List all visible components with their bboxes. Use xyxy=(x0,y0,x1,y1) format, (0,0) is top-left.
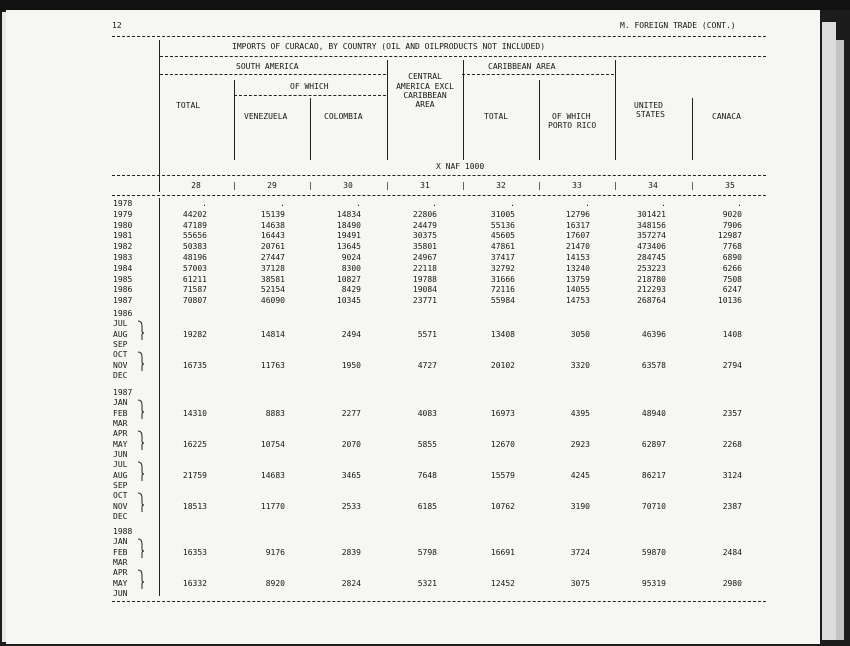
table-cell: 5855 xyxy=(417,439,437,449)
month-label: JUL xyxy=(113,460,128,470)
table-cell: 2494 xyxy=(341,329,361,339)
table-cell: 11770 xyxy=(260,501,285,511)
month-label: APR xyxy=(113,429,128,439)
table-cell: 46090 xyxy=(260,296,285,306)
table-cell: . xyxy=(661,199,666,208)
table-cell: 301421 xyxy=(637,209,666,219)
table-cell: 27447 xyxy=(260,253,285,262)
table-cell: 2357 xyxy=(722,408,742,418)
table-cell: 7906 xyxy=(722,220,742,230)
table-cell: 71587 xyxy=(182,285,207,295)
table-cell: 14638 xyxy=(260,220,285,230)
table-cell: 50383 xyxy=(182,242,207,252)
venezuela-header: VENEZUELA xyxy=(244,112,288,121)
unit-rule xyxy=(112,175,766,176)
table-cell: 20102 xyxy=(490,360,515,370)
table-cell: 21759 xyxy=(182,470,207,480)
table-cell: 2533 xyxy=(341,501,361,511)
table-cell: 268764 xyxy=(637,296,666,306)
block-year-label: 1987 xyxy=(113,388,133,397)
table-cell: 2839 xyxy=(341,547,361,557)
month-label: MAY xyxy=(113,578,128,588)
table-cell: 1408 xyxy=(722,329,742,339)
table-cell: . xyxy=(280,199,285,208)
page-number: 12 xyxy=(112,21,122,30)
table-cell: 3124 xyxy=(722,470,742,480)
quarter-bracket xyxy=(137,461,144,481)
of-which-header: OF WHICH xyxy=(290,82,329,91)
table-cell: 11763 xyxy=(260,360,285,370)
table-cell: 5571 xyxy=(417,329,437,339)
table-cell: 2980 xyxy=(722,578,742,588)
table-cell: 9020 xyxy=(722,209,742,219)
table-cell: 10762 xyxy=(490,501,515,511)
table-cell: 44202 xyxy=(182,209,207,219)
table-cell: 31005 xyxy=(490,209,515,219)
central-america-l3: CARIBBEAN xyxy=(403,91,447,100)
row-year-label: 1985 xyxy=(113,274,133,284)
table-cell: 284745 xyxy=(637,253,666,262)
table-cell: 70710 xyxy=(641,501,666,511)
quarter-bracket xyxy=(137,320,144,340)
caribbean-rule xyxy=(462,74,614,75)
table-cell: 17607 xyxy=(565,231,590,241)
table-cell: 16443 xyxy=(260,231,285,241)
quarter-bracket xyxy=(137,538,144,558)
row-year-label: 1982 xyxy=(113,242,133,252)
month-label: APR xyxy=(113,568,128,578)
table-cell: 13408 xyxy=(490,329,515,339)
table-cell: 2923 xyxy=(570,439,590,449)
table-cell: 14310 xyxy=(182,408,207,418)
quarter-bracket xyxy=(137,569,144,589)
table-cell: 16735 xyxy=(182,360,207,370)
table-cell: 59870 xyxy=(641,547,666,557)
body-vline-left xyxy=(159,198,160,596)
header-vline-caribbean xyxy=(615,60,616,160)
column-number-separator: | xyxy=(690,181,695,190)
table-cell: 14834 xyxy=(336,209,361,219)
table-cell: 15139 xyxy=(260,209,285,219)
table-cell: 6185 xyxy=(417,501,437,511)
table-cell: 16332 xyxy=(182,578,207,588)
table-cell: 6247 xyxy=(722,285,742,295)
table-cell: 4083 xyxy=(417,408,437,418)
table-cell: 62897 xyxy=(641,439,666,449)
table-cell: 8883 xyxy=(265,408,285,418)
month-label: JAN xyxy=(113,398,128,408)
row-year-label: 1978 xyxy=(113,199,133,208)
table-cell: 7768 xyxy=(722,242,742,252)
row-year-label: 1979 xyxy=(113,209,133,219)
month-label: JUL xyxy=(113,319,128,329)
month-label: MAY xyxy=(113,439,128,449)
column-number-separator: | xyxy=(613,181,618,190)
table-bottom-rule xyxy=(112,601,766,602)
table-cell: 3075 xyxy=(570,578,590,588)
table-cell: 212293 xyxy=(637,285,666,295)
table-cell: 16317 xyxy=(565,220,590,230)
table-cell: . xyxy=(432,199,437,208)
table-cell: 3724 xyxy=(570,547,590,557)
header-vline-us xyxy=(692,98,693,160)
table-cell: 14753 xyxy=(565,296,590,306)
table-cell: 9176 xyxy=(265,547,285,557)
south-america-header: SOUTH AMERICA xyxy=(236,62,299,71)
table-cell: 16353 xyxy=(182,547,207,557)
unit-label: X NAF 1000 xyxy=(436,162,485,171)
table-cell: 13645 xyxy=(336,242,361,252)
table-cell: 21470 xyxy=(565,242,590,252)
table-cell: 357274 xyxy=(637,231,666,241)
month-label: DEC xyxy=(113,511,128,521)
table-cell: 24479 xyxy=(412,220,437,230)
table-cell: 24967 xyxy=(412,253,437,262)
table-cell: 4245 xyxy=(570,470,590,480)
table-cell: 63578 xyxy=(641,360,666,370)
table-cell: 16225 xyxy=(182,439,207,449)
month-label: JUN xyxy=(113,588,128,598)
table-cell: 5798 xyxy=(417,547,437,557)
of-which-porto-rico-l1: OF WHICH xyxy=(552,112,591,121)
month-label: MAR xyxy=(113,557,128,567)
header-vline-south xyxy=(387,60,388,160)
table-cell: 10827 xyxy=(336,274,361,284)
month-label: FEB xyxy=(113,408,128,418)
column-number-separator: | xyxy=(308,181,313,190)
month-label: JUN xyxy=(113,449,128,459)
table-cell: 3465 xyxy=(341,470,361,480)
table-cell: 16973 xyxy=(490,408,515,418)
table-cell: 6266 xyxy=(722,263,742,273)
column-number-separator: | xyxy=(157,181,162,190)
column-number-rule xyxy=(112,195,766,196)
month-label: AUG xyxy=(113,329,128,339)
table-cell: 86217 xyxy=(641,470,666,480)
table-cell: 3190 xyxy=(570,501,590,511)
table-cell: 473406 xyxy=(637,242,666,252)
table-cell: 15579 xyxy=(490,470,515,480)
column-number: 30 xyxy=(343,181,353,190)
column-number: 31 xyxy=(420,181,430,190)
table-cell: 14814 xyxy=(260,329,285,339)
table-cell: 9024 xyxy=(341,253,361,262)
table-cell: . xyxy=(356,199,361,208)
table-cell: 14153 xyxy=(565,253,590,262)
table-cell: 8300 xyxy=(341,263,361,273)
month-label: SEP xyxy=(113,480,128,490)
table-cell: 10754 xyxy=(260,439,285,449)
month-label: FEB xyxy=(113,547,128,557)
month-label: NOV xyxy=(113,501,128,511)
month-label: NOV xyxy=(113,360,128,370)
table-cell: 52154 xyxy=(260,285,285,295)
table-cell: 35801 xyxy=(412,242,437,252)
table-cell: 47189 xyxy=(182,220,207,230)
row-year-label: 1980 xyxy=(113,220,133,230)
table-cell: 48196 xyxy=(182,253,207,262)
header-vline-left xyxy=(159,40,160,192)
table-cell: 2824 xyxy=(341,578,361,588)
of-which-rule xyxy=(234,95,386,96)
table-cell: 12452 xyxy=(490,578,515,588)
table-cell: 19282 xyxy=(182,329,207,339)
table-cell: 18490 xyxy=(336,220,361,230)
table-cell: 22806 xyxy=(412,209,437,219)
table-cell: 348156 xyxy=(637,220,666,230)
table-cell: 2268 xyxy=(722,439,742,449)
table-cell: 14683 xyxy=(260,470,285,480)
table-cell: 8429 xyxy=(341,285,361,295)
column-number: 35 xyxy=(725,181,735,190)
column-number: 34 xyxy=(648,181,658,190)
central-america-l1: CENTRAL xyxy=(408,72,442,81)
title-rule xyxy=(160,56,766,57)
canada-header: CANACA xyxy=(712,112,741,121)
table-cell: 7508 xyxy=(722,274,742,284)
table-cell: 6890 xyxy=(722,253,742,262)
table-cell: 19491 xyxy=(336,231,361,241)
month-label: DEC xyxy=(113,370,128,380)
month-label: JAN xyxy=(113,537,128,547)
table-cell: 61211 xyxy=(182,274,207,284)
column-number-separator: | xyxy=(232,181,237,190)
table-cell: 16691 xyxy=(490,547,515,557)
column-number-separator: | xyxy=(461,181,466,190)
south-america-rule xyxy=(160,74,386,75)
quarter-bracket xyxy=(137,351,144,371)
table-cell: 1950 xyxy=(341,360,361,370)
table-cell: 10136 xyxy=(717,296,742,306)
caribbean-area-header: CARIBBEAN AREA xyxy=(488,62,556,71)
table-cell: 7648 xyxy=(417,470,437,480)
quarter-bracket xyxy=(137,492,144,512)
table-cell: . xyxy=(585,199,590,208)
table-cell: 13240 xyxy=(565,263,590,273)
row-year-label: 1986 xyxy=(113,285,133,295)
table-cell: 3050 xyxy=(570,329,590,339)
table-cell: 57003 xyxy=(182,263,207,273)
table-cell: 31666 xyxy=(490,274,515,284)
table-cell: 5321 xyxy=(417,578,437,588)
table-cell: . xyxy=(737,199,742,208)
table-cell: 12670 xyxy=(490,439,515,449)
table-cell: 70807 xyxy=(182,296,207,306)
table-cell: 2277 xyxy=(341,408,361,418)
table-cell: 14055 xyxy=(565,285,590,295)
column-number: 33 xyxy=(572,181,582,190)
central-america-l2: AMERICA EXCL xyxy=(396,82,454,91)
table-cell: 37128 xyxy=(260,263,285,273)
table-cell: 253223 xyxy=(637,263,666,273)
table-cell: 72116 xyxy=(490,285,515,295)
united-states-l2: STATES xyxy=(636,110,665,119)
table-cell: 38581 xyxy=(260,274,285,284)
column-number-separator: | xyxy=(537,181,542,190)
row-year-label: 1987 xyxy=(113,296,133,306)
table-cell: . xyxy=(202,199,207,208)
scan-top-border xyxy=(0,0,850,10)
header-vline-carib-total xyxy=(539,80,540,160)
table-cell: 2484 xyxy=(722,547,742,557)
row-year-label: 1981 xyxy=(113,231,133,241)
book-binding-shadow xyxy=(836,40,844,640)
table-cell: 55984 xyxy=(490,296,515,306)
header-vline-central xyxy=(463,60,464,160)
table-cell: 37417 xyxy=(490,253,515,262)
table-cell: 8920 xyxy=(265,578,285,588)
of-which-porto-rico-l2: PORTO RICO xyxy=(548,121,597,130)
colombia-header: COLOMBIA xyxy=(324,112,363,121)
table-cell: 10345 xyxy=(336,296,361,306)
table-cell: 218780 xyxy=(637,274,666,284)
table-cell: 2794 xyxy=(722,360,742,370)
table-cell: 19788 xyxy=(412,274,437,284)
table-title: IMPORTS OF CURACAO, BY COUNTRY (OIL AND OILPRODUCTS NOT INCLUDED) xyxy=(232,42,546,51)
month-label: MAR xyxy=(113,418,128,428)
total-header: TOTAL xyxy=(176,101,201,110)
column-number: 32 xyxy=(496,181,506,190)
table-cell: 2387 xyxy=(722,501,742,511)
caribbean-total-header: TOTAL xyxy=(484,112,509,121)
table-cell: 2070 xyxy=(341,439,361,449)
quarter-bracket xyxy=(137,399,144,419)
header-vline-venezuela xyxy=(310,98,311,160)
table-cell: 4395 xyxy=(570,408,590,418)
table-cell: 55656 xyxy=(182,231,207,241)
month-label: AUG xyxy=(113,470,128,480)
header-vline-total xyxy=(234,80,235,160)
table-cell: 18513 xyxy=(182,501,207,511)
table-cell: 47861 xyxy=(490,242,515,252)
month-label: SEP xyxy=(113,339,128,349)
table-cell: 20761 xyxy=(260,242,285,252)
united-states-l1: UNITED xyxy=(634,101,663,110)
table-cell: 4727 xyxy=(417,360,437,370)
table-cell: 45605 xyxy=(490,231,515,241)
block-year-label: 1988 xyxy=(113,527,133,536)
table-cell: 46396 xyxy=(641,329,666,339)
table-cell: . xyxy=(510,199,515,208)
header-rule xyxy=(112,36,766,37)
table-cell: 32792 xyxy=(490,263,515,273)
running-header: M. FOREIGN TRADE (CONT.) xyxy=(620,21,736,30)
table-cell: 30375 xyxy=(412,231,437,241)
row-year-label: 1984 xyxy=(113,263,133,273)
column-number-separator: | xyxy=(385,181,390,190)
central-america-l4: AREA xyxy=(415,100,435,109)
table-cell: 19084 xyxy=(412,285,437,295)
table-cell: 12796 xyxy=(565,209,590,219)
table-cell: 12987 xyxy=(717,231,742,241)
table-cell: 23771 xyxy=(412,296,437,306)
month-label: OCT xyxy=(113,350,128,360)
row-year-label: 1983 xyxy=(113,253,133,262)
table-cell: 95319 xyxy=(641,578,666,588)
table-cell: 55136 xyxy=(490,220,515,230)
table-cell: 48940 xyxy=(641,408,666,418)
column-number: 29 xyxy=(267,181,277,190)
quarter-bracket xyxy=(137,430,144,450)
month-label: OCT xyxy=(113,491,128,501)
table-cell: 3320 xyxy=(570,360,590,370)
block-year-label: 1986 xyxy=(113,309,133,318)
table-cell: 13759 xyxy=(565,274,590,284)
column-number: 28 xyxy=(191,181,201,190)
book-binding xyxy=(822,22,836,640)
table-cell: 22118 xyxy=(412,263,437,273)
